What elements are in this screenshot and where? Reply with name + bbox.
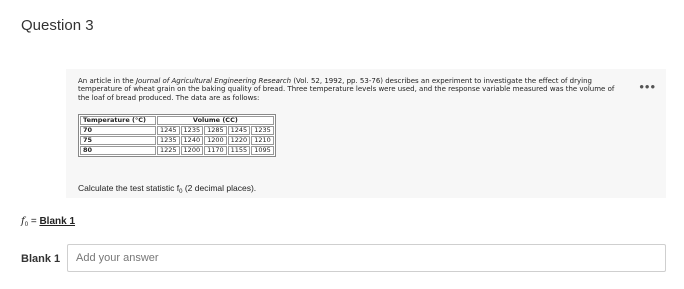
journal-name: Journal of Agricultural Engineering Research: [135, 77, 292, 85]
table-cell: 1235: [181, 126, 204, 135]
question-card: [66, 69, 666, 198]
row-temperature: 80: [80, 146, 156, 155]
question-description: [78, 77, 618, 102]
table-cell: 1235: [157, 136, 180, 145]
table-cell: 1210: [251, 136, 274, 145]
table-header-row: [80, 116, 274, 125]
table-cell: 1155: [228, 146, 251, 155]
table-cell: 1235: [251, 126, 274, 135]
table-row: [80, 136, 274, 145]
table-cell: 1245: [228, 126, 251, 135]
answer-input[interactable]: [67, 244, 666, 272]
instruction-suffix: (2 decimal places).: [182, 183, 257, 193]
header-temperature: Temperature (°C): [80, 116, 156, 125]
answer-label: Blank 1: [21, 253, 61, 265]
description-start: An article in the: [78, 77, 136, 85]
table-cell: 1245: [157, 126, 180, 135]
row-temperature: 75: [80, 136, 156, 145]
table-row: [80, 126, 274, 135]
more-options-icon[interactable]: •••: [639, 79, 656, 94]
instruction-subscript: 0: [179, 189, 183, 195]
instruction-text: [78, 183, 256, 195]
table-cell: 1095: [251, 146, 274, 155]
f-subscript: 0: [24, 222, 29, 228]
table-cell: 1200: [181, 146, 204, 155]
table-cell: 1220: [228, 136, 251, 145]
table-cell: 1240: [181, 136, 204, 145]
blank-reference: [21, 216, 75, 228]
table-cell: 1225: [157, 146, 180, 155]
table-cell: 1200: [204, 136, 227, 145]
table-row: [80, 146, 274, 155]
instruction-prefix: Calculate the test statistic f: [78, 183, 180, 193]
table-cell: 1170: [204, 146, 227, 155]
row-temperature: 70: [80, 126, 156, 135]
table-cell: 1285: [204, 126, 227, 135]
header-volume: Volume (CC): [157, 116, 274, 125]
equals-sign: =: [28, 216, 40, 227]
data-table: [78, 114, 276, 157]
question-title: Question 3: [21, 17, 94, 34]
description-end: (Vol. 52, 1992, pp. 53-76) describes an experiment to investigate the effect of drying temperature of wheat grain on the baking quality of bread. Three temperature levels were used, and the response variable measured was the volume of the loaf of bread produced. The data are as follows:: [78, 77, 615, 102]
f-symbol: f: [21, 216, 25, 227]
blank-1-link[interactable]: Blank 1: [39, 216, 76, 227]
